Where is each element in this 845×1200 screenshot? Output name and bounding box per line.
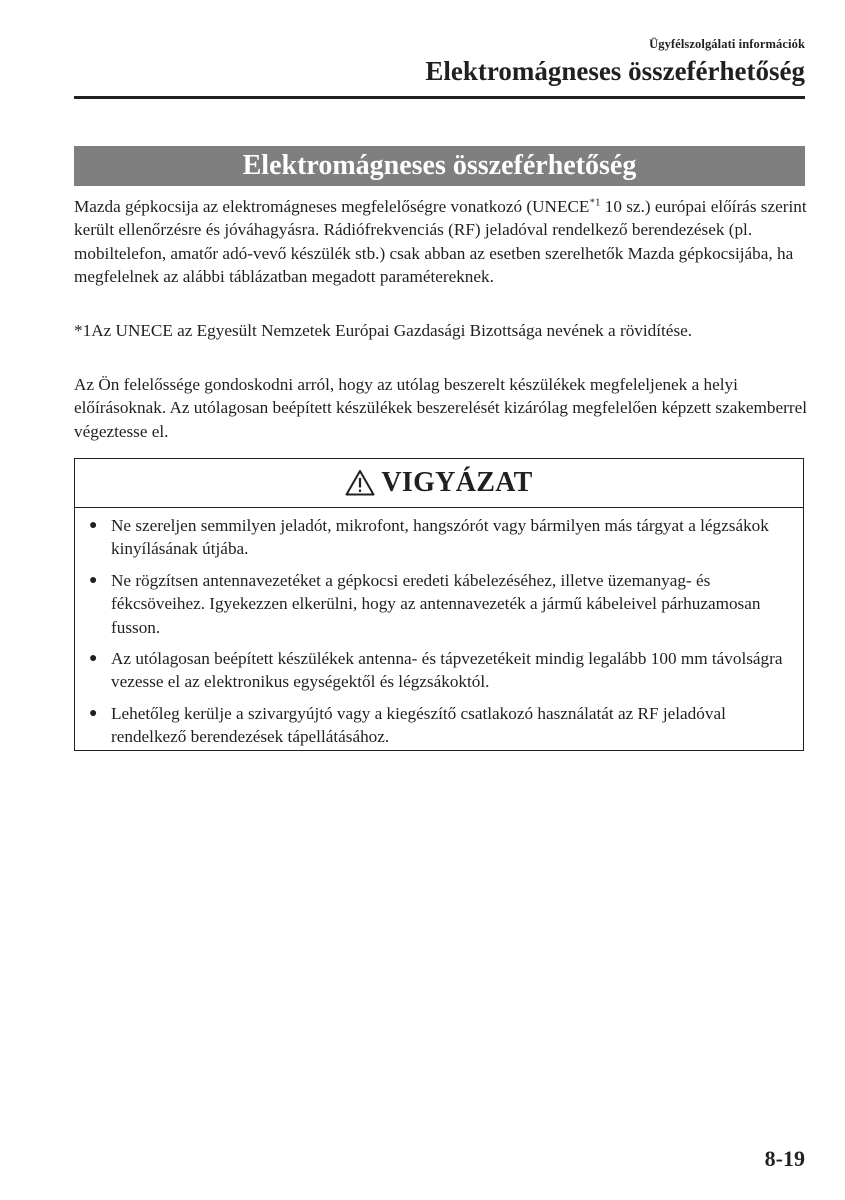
caution-box <box>74 458 804 751</box>
header-title: Elektromágneses összeférhetőség <box>425 56 805 86</box>
intro-paragraph <box>74 195 809 289</box>
section-title: Elektromágneses összeférhetőség <box>74 146 805 186</box>
caution-item-text: Ne rögzítsen antennavezetéket a gépkocsi eredeti kábelezéséhez, illetve üzemanyag- és fékcsöveihez. Igyekezzen elkerülni, hogy az antennavezeték a jármű kábeleivel párhuzamosan fusson. <box>111 570 761 637</box>
caution-item <box>85 569 789 639</box>
bullet-icon: ● <box>89 572 98 588</box>
bullet-icon: ● <box>89 651 98 667</box>
intro-text-start: Mazda gépkocsija az elektromágneses megfelelőségre vonatkozó (UNECE <box>74 197 590 216</box>
page-number: 8-19 <box>764 1146 805 1171</box>
warning-triangle-icon <box>345 469 375 496</box>
footnote-marker: *1 <box>589 196 601 209</box>
caution-title: VIGYÁZAT <box>381 467 533 498</box>
caution-item-text: Az utólagosan beépített készülékek antenna- és tápvezetékeit mindig legalább 100 mm távolságra vezesse el az elektronikus egységektől és légzsákoktól. <box>111 649 783 692</box>
responsibility-paragraph: Az Ön felelőssége gondoskodni arról, hogy az utólag beszerelt készülékek megfeleljenek a helyi előírásoknak. Az utólagosan beépített készülékek beszerelését kizárólag megfelelően képzett szakemberrel végeztesse el. <box>74 375 808 441</box>
bullet-icon: ● <box>89 518 98 533</box>
caution-item <box>85 514 789 561</box>
caution-list <box>75 508 803 749</box>
caution-item <box>85 702 789 749</box>
header-divider <box>74 96 805 99</box>
caution-item <box>85 647 789 694</box>
header-section-label: Ügyfélszolgálati információk <box>649 37 805 51</box>
footnote-text: *1Az UNECE az Egyesült Nemzetek Európai Gazdasági Bizottsága nevének a rövidítése. <box>74 321 693 340</box>
caution-header <box>75 459 803 508</box>
bullet-icon: ● <box>89 705 98 721</box>
caution-item-text: Lehetőleg kerülje a szivargyújtó vagy a kiegészítő csatlakozó használatát az RF jeladóval rendelkező berendezések tápellátásához. <box>111 703 726 747</box>
intro-text-end: 10 sz.) európai előírás szerint került ellenőrzésre és jóváhagyásra. Rádiófrekvenciás (RF) jeladóval rendelkező berendezések (pl. mobiltelefon, amatőr adó-vevő készülék stb.) csak abban az esetben szerelhetők Mazda gépkocsijába, ha megfelelnek az alábbi táblázatban megadott paramétereknek. <box>74 197 807 287</box>
caution-item-text: Ne szereljen semmilyen jeladót, mikrofont, hangszórót vagy bármilyen más tárgyat a légzsákok kinyílásának útjába. <box>111 516 769 559</box>
